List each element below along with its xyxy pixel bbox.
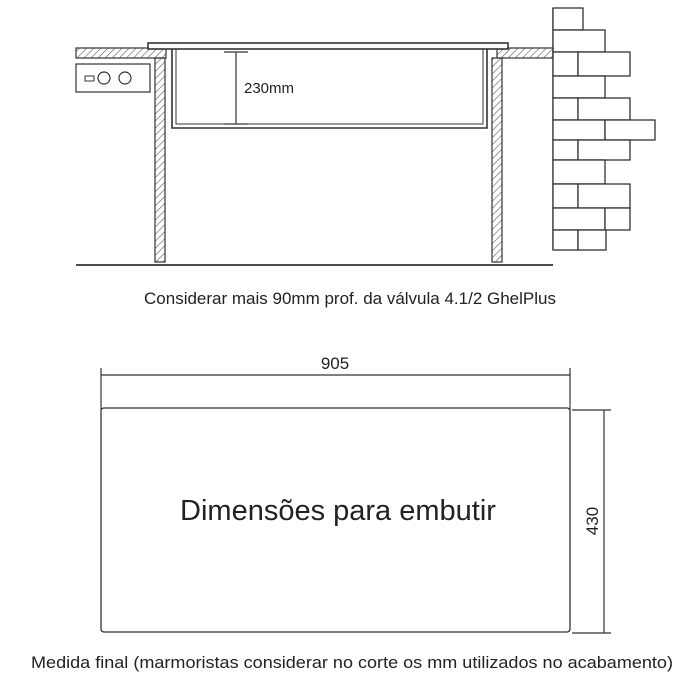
- sink-bowl: [172, 49, 487, 128]
- sink-bowl-inner: [176, 49, 483, 124]
- plan-view: [101, 354, 611, 633]
- width-label: 905: [320, 354, 350, 373]
- section-caption: Considerar mais 90mm prof. da válvula 4.1/2 GhelPlus: [144, 289, 556, 308]
- outlet-socket-icon: [119, 72, 131, 84]
- height-label: 430: [583, 506, 602, 536]
- section-view: [76, 8, 655, 265]
- cabinet-wall-right: [492, 58, 502, 262]
- depth-label: 230mm: [244, 80, 295, 97]
- outlet-socket-icon: [98, 72, 110, 84]
- width-dimension: [101, 368, 570, 410]
- plan-caption: Medida final (marmoristas considerar no corte os mm utilizados no acabamento): [31, 653, 673, 672]
- brick-wall: [553, 8, 655, 250]
- sink: [148, 43, 508, 128]
- sink-rim: [148, 43, 508, 49]
- outlet-switch-icon: [85, 76, 94, 81]
- cabinet-wall-left: [155, 58, 165, 262]
- cabinet-walls: [155, 58, 502, 262]
- cutout-title: Dimensões para embutir: [180, 495, 496, 527]
- electrical-outlet: [76, 64, 150, 92]
